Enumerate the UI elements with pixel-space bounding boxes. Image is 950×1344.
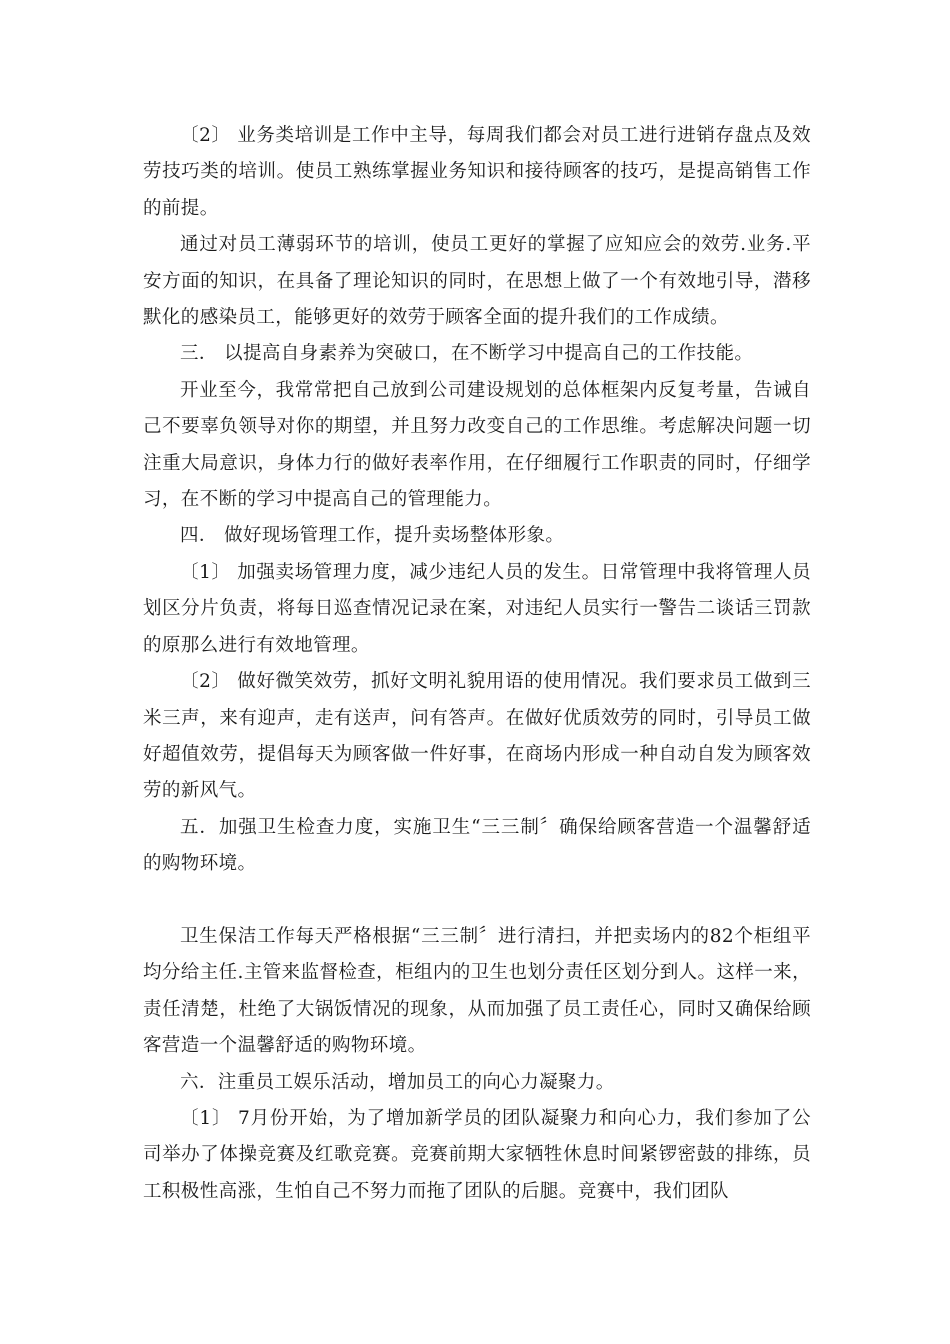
paragraph-activities: 〔1〕 7月份开始，为了增加新学员的团队凝聚力和向心力，我们参加了公司举办了体操竞赛及红歌竞赛。竞赛前期大家牺牲休息时间紧锣密鼓的排练，员工积极性高涨，生怕自己不努力而拖了团队的后腿。竞赛中，我们团队: [143, 1107, 811, 1202]
paragraph-spacer: [143, 883, 811, 919]
section-heading-5: 五．加强卫生检查力度，实施卫生“三三制〞确保给顾客营造一个温馨舒适的购物环境。: [143, 816, 811, 875]
paragraph-training-result: 通过对员工薄弱环节的培训，使员工更好的掌握了应知应会的效劳.业务.平安方面的知识，在具备了理论知识的同时，在思想上做了一个有效地引导，潜移默化的感染员工，能够更好的效劳于顾客全面的提升我们的工作成绩。: [143, 234, 811, 329]
paragraph-self-improvement: 开业至今，我常常把自己放到公司建设规划的总体框架内反复考量，告诫自己不要辜负领导对你的期望，并且努力改变自己的工作思维。考虑解决问题一切注重大局意识，身体力行的做好表率作用，在仔细履行工作职责的同时，仔细学习，在不断的学习中提高自己的管理能力。: [143, 379, 811, 511]
section-heading-3: 三． 以提高自身素养为突破口，在不断学习中提高自己的工作技能。: [180, 343, 754, 365]
document-body: [143, 118, 811, 1210]
paragraph-store-management: 〔1〕 加强卖场管理力度，减少违纪人员的发生。日常管理中我将管理人员划区分片负责，将每日巡查情况记录在案，对违纪人员实行一警告二谈话三罚款的原那么进行有效地管理。: [143, 561, 811, 656]
paragraph-training-business: 〔2〕 业务类培训是工作中主导，每周我们都会对员工进行进销存盘点及效劳技巧类的培训。使员工熟练掌握业务知识和接待顾客的技巧，是提高销售工作的前提。: [143, 125, 811, 219]
paragraph-smile-service: 〔2〕 做好微笑效劳，抓好文明礼貌用语的使用情况。我们要求员工做到三米三声，来有迎声，走有送声，问有答声。在做好优质效劳的同时，引导员工做好超值效劳，提倡每天为顾客做一件好事，在商场内形成一种自动自发为顾客效劳的新风气。: [143, 671, 811, 802]
section-heading-4: 四． 做好现场管理工作，提升卖场整体形象。: [180, 525, 565, 547]
section-heading-6: 六．注重员工娱乐活动，增加员工的向心力凝聚力。: [180, 1071, 615, 1093]
paragraph-hygiene: 卫生保洁工作每天严格根据“三三制〞进行清扫，并把卖场内的82个柜组平均分给主任.主管来监督检查，柜组内的卫生也划分责任区划分到人。这样一来，责任清楚，杜绝了大锅饭情况的现象，从而加强了员工责任心，同时又确保给顾客营造一个温馨舒适的购物环境。: [143, 925, 811, 1057]
